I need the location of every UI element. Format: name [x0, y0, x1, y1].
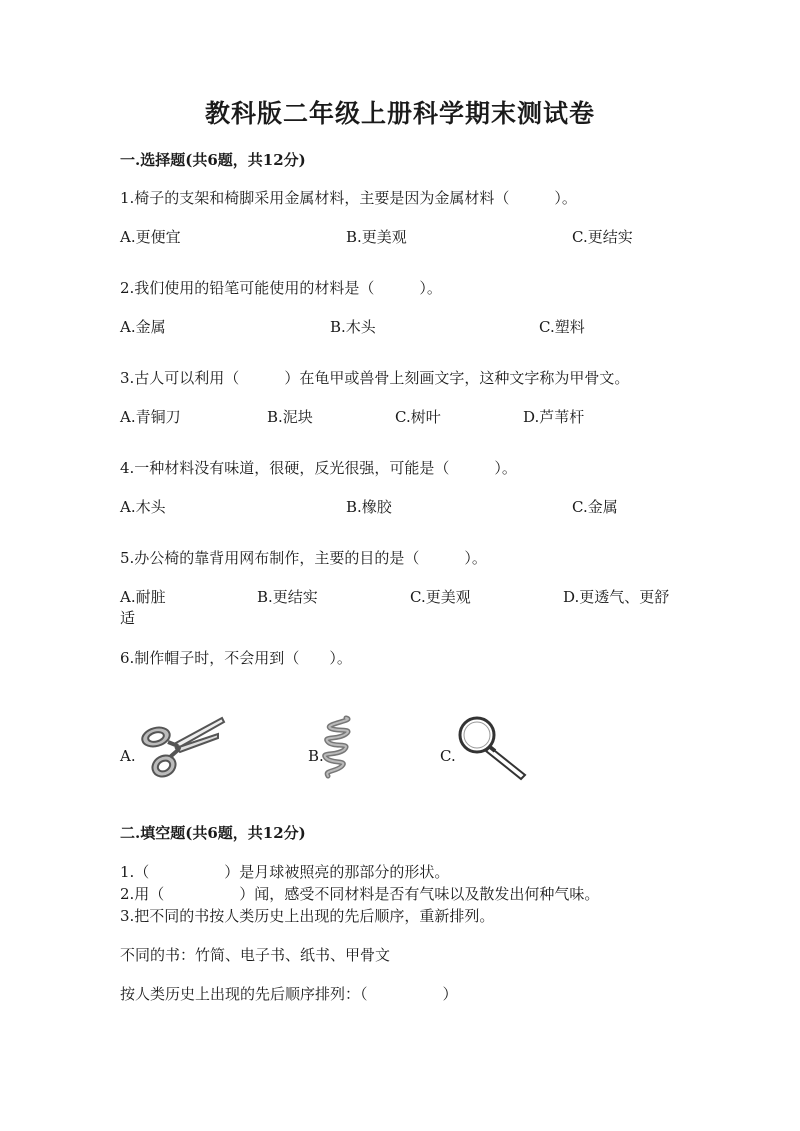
question-1-option-c: C.更结实 [572, 228, 633, 246]
question-5-option-d: D.更透气、更舒 [563, 588, 670, 606]
magnifier-icon [455, 713, 535, 783]
question-3-option-d: D.芦苇杆 [523, 408, 585, 426]
page-title: 教科版二年级上册科学期末测试卷 [204, 99, 595, 128]
question-6-option-c: C. [440, 747, 456, 765]
question-4-option-a: A.木头 [120, 498, 166, 516]
question-5-option-c: C.更美观 [410, 588, 471, 606]
question-3-option-b: B.泥块 [267, 408, 313, 426]
fill-question-3-answer: 按人类历史上出现的先后顺序排列：（ ） [120, 985, 458, 1003]
question-4-option-b: B.橡胶 [346, 498, 392, 516]
section-heading-choice: 一.选择题(共6题，共12分) [120, 151, 306, 169]
question-6-option-a: A. [120, 747, 136, 765]
question-1-option-a: A.更便宜 [120, 228, 181, 246]
question-6-stem: 6.制作帽子时，不会用到（ ）。 [120, 649, 352, 667]
question-1-stem: 1.椅子的支架和椅脚采用金属材料，主要是因为金属材料（ ）。 [120, 189, 577, 207]
question-3-option-a: A.青铜刀 [120, 408, 181, 426]
spring-icon [316, 714, 360, 780]
question-5-option-b: B.更结实 [257, 588, 318, 606]
question-2-option-c: C.塑料 [539, 318, 585, 336]
question-4-stem: 4.一种材料没有味道，很硬，反光很强，可能是（ ）。 [120, 459, 517, 477]
question-6-option-b: B. [308, 747, 324, 765]
question-2-option-a: A.金属 [120, 318, 166, 336]
section-heading-fill: 二.填空题(共6题，共12分) [120, 824, 306, 842]
question-2-stem: 2.我们使用的铅笔可能使用的材料是（ ）。 [120, 279, 442, 297]
question-2-option-b: B.木头 [330, 318, 376, 336]
question-3-option-c: C.树叶 [395, 408, 441, 426]
question-3-stem: 3.古人可以利用（ ）在龟甲或兽骨上刻画文字，这种文字称为甲骨文。 [120, 369, 630, 387]
question-5-stem: 5.办公椅的靠背用网布制作，主要的目的是（ ）。 [120, 549, 487, 567]
fill-question-1: 1.（ ）是月球被照亮的那部分的形状。 [120, 863, 450, 881]
question-5-option-d-wrap: 适 [120, 609, 136, 627]
fill-question-2: 2.用（ ）闻，感受不同材料是否有气味以及散发出何种气味。 [120, 885, 600, 903]
question-5-option-a: A.耐脏 [120, 588, 166, 606]
scissors-icon [138, 712, 226, 782]
question-1-option-b: B.更美观 [346, 228, 407, 246]
fill-question-3-books: 不同的书：竹简、电子书、纸书、甲骨文 [120, 946, 391, 964]
question-4-option-c: C.金属 [572, 498, 618, 516]
fill-question-3: 3.把不同的书按人类历史上出现的先后顺序，重新排列。 [120, 907, 495, 925]
